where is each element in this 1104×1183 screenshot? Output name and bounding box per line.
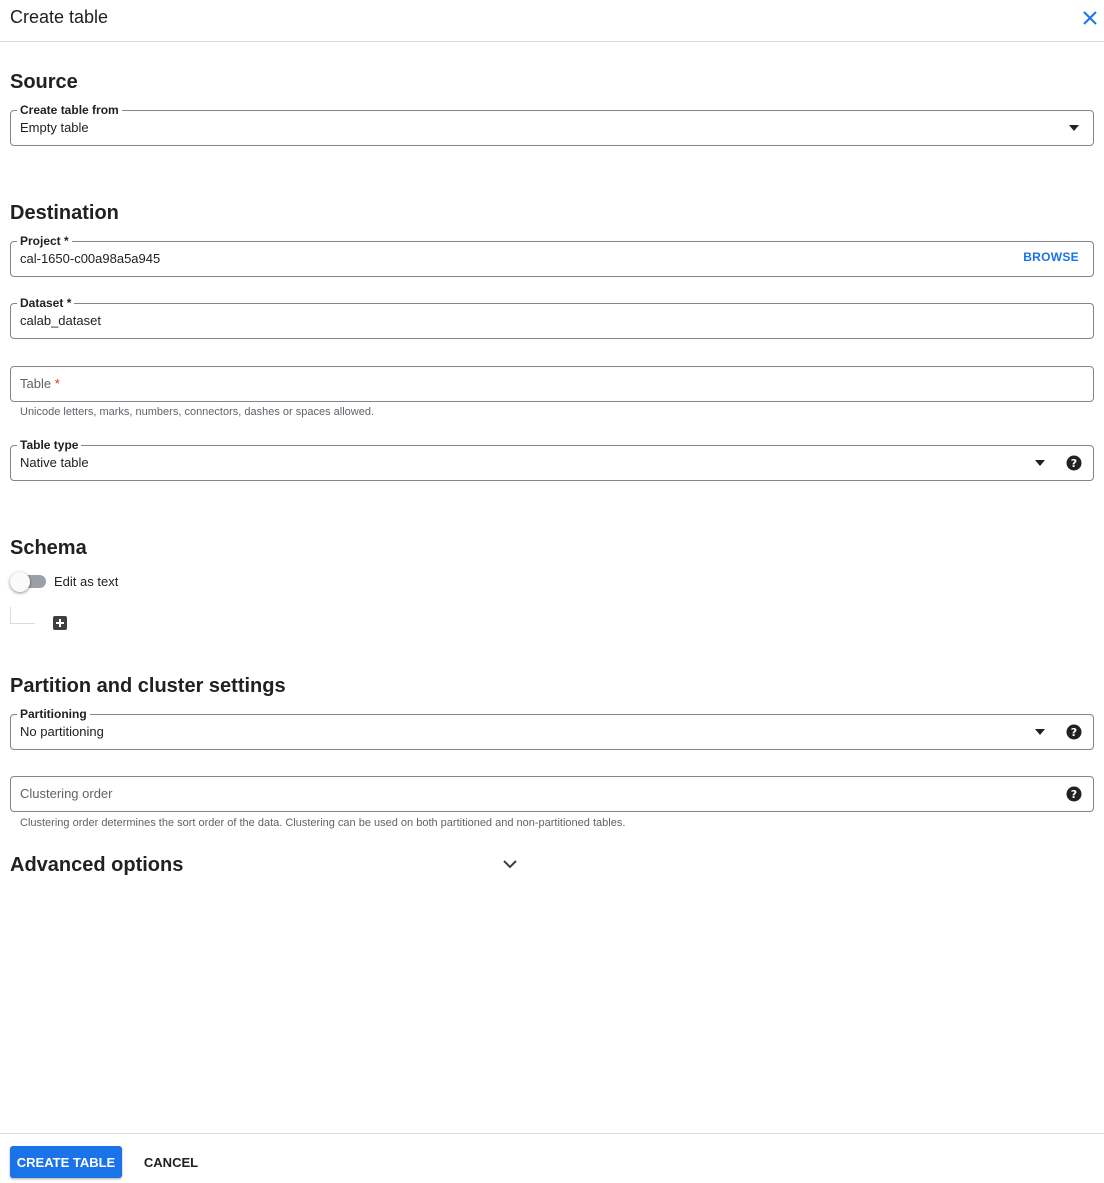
project-value: cal-1650-c00a98a5a945 [20,251,161,266]
svg-text:?: ? [1070,788,1078,801]
table-type-select[interactable] [10,438,1094,481]
table-type-value: Native table [20,455,89,470]
close-icon[interactable] [1078,6,1102,30]
edit-as-text-label: Edit as text [54,574,119,589]
table-name-input[interactable] [10,366,1094,402]
partitioning-label: Partitioning [17,706,90,722]
destination-section-title: Destination [10,202,119,224]
partition-section-title: Partition and cluster settings [10,675,286,697]
project-field[interactable] [10,234,1094,277]
dataset-label: Dataset * [17,295,74,311]
chevron-down-icon[interactable] [501,857,519,871]
toggle-thumb[interactable] [10,572,30,592]
help-icon[interactable] [1066,724,1082,740]
svg-text:?: ? [1070,726,1078,739]
advanced-options-toggle[interactable]: Advanced options [10,854,184,876]
help-icon[interactable] [1066,786,1082,802]
dropdown-arrow-icon [1034,458,1046,468]
dataset-field[interactable] [10,296,1094,339]
required-mark: * [54,376,60,391]
create-from-value: Empty table [20,120,89,135]
create-table-button[interactable]: CREATE TABLE [10,1146,122,1178]
schema-table-outline [10,607,35,624]
browse-button[interactable]: BROWSE [1023,250,1079,264]
svg-text:?: ? [1070,457,1078,470]
dropdown-arrow-icon [1034,727,1046,737]
clustering-placeholder: Clustering order [20,786,113,801]
table-type-label: Table type [17,437,81,453]
source-section-title: Source [10,71,78,93]
add-field-icon[interactable] [53,616,67,630]
footer-divider [0,1133,1104,1134]
create-from-select[interactable] [10,103,1094,146]
clustering-hint: Clustering order determines the sort order of the data. Clustering can be used on both partitioned and non-partitioned tables. [20,817,626,829]
partitioning-select[interactable] [10,707,1094,750]
table-hint: Unicode letters, marks, numbers, connectors, dashes or spaces allowed. [20,406,374,418]
page-title: Create table [10,7,109,27]
schema-section-title: Schema [10,537,87,559]
clustering-order-input[interactable] [10,776,1094,812]
help-icon[interactable] [1066,455,1082,471]
partitioning-value: No partitioning [20,724,104,739]
cancel-button[interactable]: CANCEL [134,1146,208,1178]
table-placeholder: Table * [20,376,60,391]
dropdown-arrow-icon [1068,123,1080,133]
create-from-label: Create table from [17,102,122,118]
dataset-value: calab_dataset [20,313,101,328]
project-label: Project * [17,233,72,249]
dialog-header [0,0,1104,42]
